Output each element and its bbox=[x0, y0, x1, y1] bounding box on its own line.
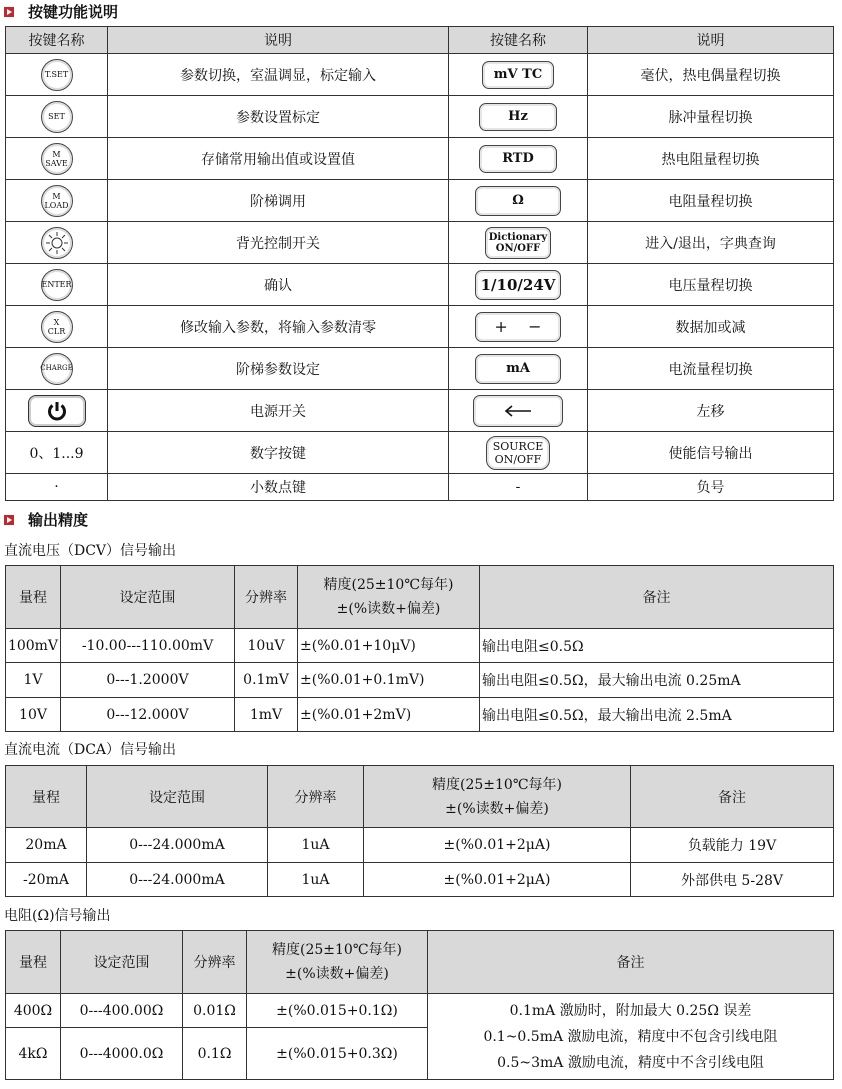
source-key-icon bbox=[486, 436, 550, 470]
note-cell: 输出电阻≤0.5Ω，最大输出电流 0.25mA bbox=[480, 663, 834, 698]
sun-icon bbox=[41, 227, 73, 259]
key-description: 参数设置标定 bbox=[108, 96, 449, 138]
clr-key-icon bbox=[41, 311, 73, 343]
resistance-table bbox=[5, 930, 834, 1080]
header-cell bbox=[364, 766, 631, 828]
note-line: 0.1~0.5mA 激励电流，精度中不包含引线电阻 bbox=[483, 1028, 778, 1045]
bullet-icon bbox=[4, 7, 14, 17]
note-cell: 输出电阻≤0.5Ω bbox=[480, 629, 834, 663]
key-description: 数字按键 bbox=[108, 432, 449, 474]
setting-range-cell: 0---400.00Ω bbox=[61, 994, 183, 1028]
header-cell: 说明 bbox=[108, 27, 449, 54]
table-row bbox=[6, 138, 834, 180]
mv-tc-key-icon: mV TC bbox=[482, 61, 554, 89]
charge-key-icon: CHARGE bbox=[41, 353, 73, 385]
key-description: 电压量程切换 bbox=[588, 264, 834, 306]
accuracy-cell: ±(%0.01+2μA) bbox=[364, 828, 631, 863]
accuracy-cell: ±(%0.01+10μV) bbox=[298, 629, 480, 663]
range-cell: 20mA bbox=[6, 828, 87, 863]
resolution-cell: 1mV bbox=[235, 698, 298, 732]
accuracy-cell: ±(%0.01+0.1mV) bbox=[298, 663, 480, 698]
key-description: 小数点键 bbox=[108, 474, 449, 501]
key-text: X bbox=[53, 317, 60, 327]
note-line: 0.1mA 激励时，附加最大 0.25Ω 误差 bbox=[509, 1002, 752, 1019]
header-cell: 按键名称 bbox=[6, 27, 108, 54]
dca-title: 直流电流（DCA）信号输出 bbox=[4, 742, 177, 758]
table-row bbox=[6, 390, 834, 432]
range-cell: 10V bbox=[6, 698, 61, 732]
key-description: 存储常用输出值或设置值 bbox=[108, 138, 449, 180]
setting-range-cell: 0---24.000mA bbox=[87, 863, 268, 897]
note-cell bbox=[428, 994, 834, 1080]
section-title-accuracy bbox=[4, 509, 88, 530]
range-cell: -20mA bbox=[6, 863, 87, 897]
voltage-range-key-icon: 1/10/24V bbox=[475, 270, 561, 300]
table-row bbox=[6, 54, 834, 96]
plus-minus-key-icon: + − bbox=[475, 312, 561, 342]
note-cell: 输出电阻≤0.5Ω，最大输出电流 2.5mA bbox=[480, 698, 834, 732]
header-text: 精度(25±10℃每年) bbox=[272, 942, 402, 958]
setting-range-cell: 0---4000.0Ω bbox=[61, 1028, 183, 1080]
setting-range-cell: 0---1.2000V bbox=[61, 663, 235, 698]
resolution-cell: 0.01Ω bbox=[183, 994, 247, 1028]
table-row bbox=[6, 306, 834, 348]
header-cell: 分辨率 bbox=[235, 566, 298, 629]
header-text: 精度(25±10℃每年) bbox=[432, 776, 562, 793]
header-cell bbox=[247, 931, 428, 994]
key-text: LOAD bbox=[44, 200, 69, 210]
note-line: 0.5~3mA 激励电流，精度中不含引线电阻 bbox=[497, 1054, 764, 1071]
key-description: 电阻量程切换 bbox=[588, 180, 834, 222]
key-description: 阶梯调用 bbox=[108, 180, 449, 222]
resolution-cell: 10uV bbox=[235, 629, 298, 663]
key-description: 修改输入参数，将输入参数清零 bbox=[108, 306, 449, 348]
dcv-table bbox=[5, 565, 834, 732]
table-row bbox=[6, 863, 834, 897]
bullet-icon bbox=[4, 515, 14, 525]
table-header-row bbox=[6, 766, 834, 828]
hz-key-icon: Hz bbox=[479, 103, 557, 131]
header-cell: 设定范围 bbox=[87, 766, 268, 828]
range-cell: 400Ω bbox=[6, 994, 61, 1028]
header-cell: 备注 bbox=[428, 931, 834, 994]
key-text: ON/OFF bbox=[495, 242, 541, 254]
minus-key-label: - bbox=[449, 474, 588, 501]
table-row bbox=[6, 180, 834, 222]
accuracy-cell: ±(%0.01+2μA) bbox=[364, 863, 631, 897]
key-description: 背光控制开关 bbox=[108, 222, 449, 264]
header-cell: 按键名称 bbox=[449, 27, 588, 54]
header-text: 精度(25±10℃每年) bbox=[323, 577, 454, 593]
header-cell: 说明 bbox=[588, 27, 834, 54]
key-description: 脉冲量程切换 bbox=[588, 96, 834, 138]
power-icon bbox=[28, 395, 86, 427]
digit-keys-label: 0、1...9 bbox=[6, 432, 108, 474]
table-row bbox=[6, 348, 834, 390]
set-key-icon: SET bbox=[41, 101, 73, 133]
key-function-table bbox=[5, 26, 834, 501]
m-save-key-icon bbox=[41, 143, 73, 175]
note-cell: 负载能力 19V bbox=[631, 828, 834, 863]
key-description: 左移 bbox=[588, 390, 834, 432]
key-description: 电源开关 bbox=[108, 390, 449, 432]
ma-key-icon: mA bbox=[475, 354, 561, 384]
m-load-key-icon bbox=[41, 185, 73, 217]
key-text: CLR bbox=[47, 326, 66, 336]
header-text: ±(%读数+偏差) bbox=[285, 966, 389, 982]
resolution-cell: 0.1Ω bbox=[183, 1028, 247, 1080]
key-description: 数据加或减 bbox=[588, 306, 834, 348]
table-row bbox=[6, 629, 834, 663]
key-text: M bbox=[52, 191, 61, 201]
resistance-title: 电阻(Ω)信号输出 bbox=[4, 908, 111, 924]
key-text: ON/OFF bbox=[494, 452, 542, 466]
resolution-cell: 0.1mV bbox=[235, 663, 298, 698]
table-row bbox=[6, 828, 834, 863]
accuracy-cell: ±(%0.015+0.3Ω) bbox=[247, 1028, 428, 1080]
key-text: SOURCE bbox=[492, 439, 544, 453]
accuracy-cell: ±(%0.01+2mV) bbox=[298, 698, 480, 732]
left-arrow-icon bbox=[473, 395, 563, 427]
table-row bbox=[6, 698, 834, 732]
header-cell: 分辨率 bbox=[183, 931, 247, 994]
header-cell: 备注 bbox=[631, 766, 834, 828]
dcv-title: 直流电压（DCV）信号输出 bbox=[4, 543, 177, 559]
table-row bbox=[6, 474, 834, 501]
key-text: M bbox=[52, 149, 61, 159]
setting-range-cell: 0---24.000mA bbox=[87, 828, 268, 863]
dca-table bbox=[5, 765, 834, 897]
section-title-keys bbox=[4, 1, 118, 22]
key-description: 负号 bbox=[588, 474, 834, 501]
header-cell: 设定范围 bbox=[61, 566, 235, 629]
header-text: ±(%读数+偏差) bbox=[336, 601, 441, 617]
header-cell: 设定范围 bbox=[61, 931, 183, 994]
resolution-cell: 1uA bbox=[268, 828, 364, 863]
table-header-row bbox=[6, 931, 834, 994]
tset-key-icon: T.SET bbox=[41, 59, 73, 91]
key-description: 电流量程切换 bbox=[588, 348, 834, 390]
key-text: SAVE bbox=[45, 158, 68, 168]
rtd-key-icon: RTD bbox=[479, 145, 557, 173]
range-cell: 1V bbox=[6, 663, 61, 698]
setting-range-cell: 0---12.000V bbox=[61, 698, 235, 732]
table-row bbox=[6, 264, 834, 306]
enter-key-icon: ENTER bbox=[41, 269, 73, 301]
key-description: 进入/退出，字典查询 bbox=[588, 222, 834, 264]
table-row bbox=[6, 994, 834, 1028]
resolution-cell: 1uA bbox=[268, 863, 364, 897]
accuracy-cell: ±(%0.015+0.1Ω) bbox=[247, 994, 428, 1028]
table-row bbox=[6, 663, 834, 698]
header-text: ±(%读数+偏差) bbox=[445, 800, 549, 817]
table-header-row bbox=[6, 566, 834, 629]
key-description: 毫伏，热电偶量程切换 bbox=[588, 54, 834, 96]
section-title-text: 按键功能说明 bbox=[28, 3, 119, 21]
key-description: 使能信号输出 bbox=[588, 432, 834, 474]
decimal-key-label: · bbox=[6, 474, 108, 501]
setting-range-cell: -10.00---110.00mV bbox=[61, 629, 235, 663]
key-description: 阶梯参数设定 bbox=[108, 348, 449, 390]
table-row bbox=[6, 432, 834, 474]
header-cell bbox=[298, 566, 480, 629]
header-cell: 量程 bbox=[6, 566, 61, 629]
ohm-key-icon: Ω bbox=[475, 186, 561, 216]
header-cell: 备注 bbox=[480, 566, 834, 629]
section-title-text: 输出精度 bbox=[28, 511, 89, 529]
table-header-row bbox=[6, 27, 834, 54]
key-text: Dictionary bbox=[488, 231, 548, 243]
range-cell: 4kΩ bbox=[6, 1028, 61, 1080]
table-row bbox=[6, 222, 834, 264]
dictionary-key-icon bbox=[485, 227, 551, 259]
header-cell: 量程 bbox=[6, 766, 87, 828]
header-cell: 分辨率 bbox=[268, 766, 364, 828]
table-row bbox=[6, 96, 834, 138]
key-description: 热电阻量程切换 bbox=[588, 138, 834, 180]
key-description: 参数切换，室温调显，标定输入 bbox=[108, 54, 449, 96]
key-description: 确认 bbox=[108, 264, 449, 306]
range-cell: 100mV bbox=[6, 629, 61, 663]
note-cell: 外部供电 5-28V bbox=[631, 863, 834, 897]
header-cell: 量程 bbox=[6, 931, 61, 994]
